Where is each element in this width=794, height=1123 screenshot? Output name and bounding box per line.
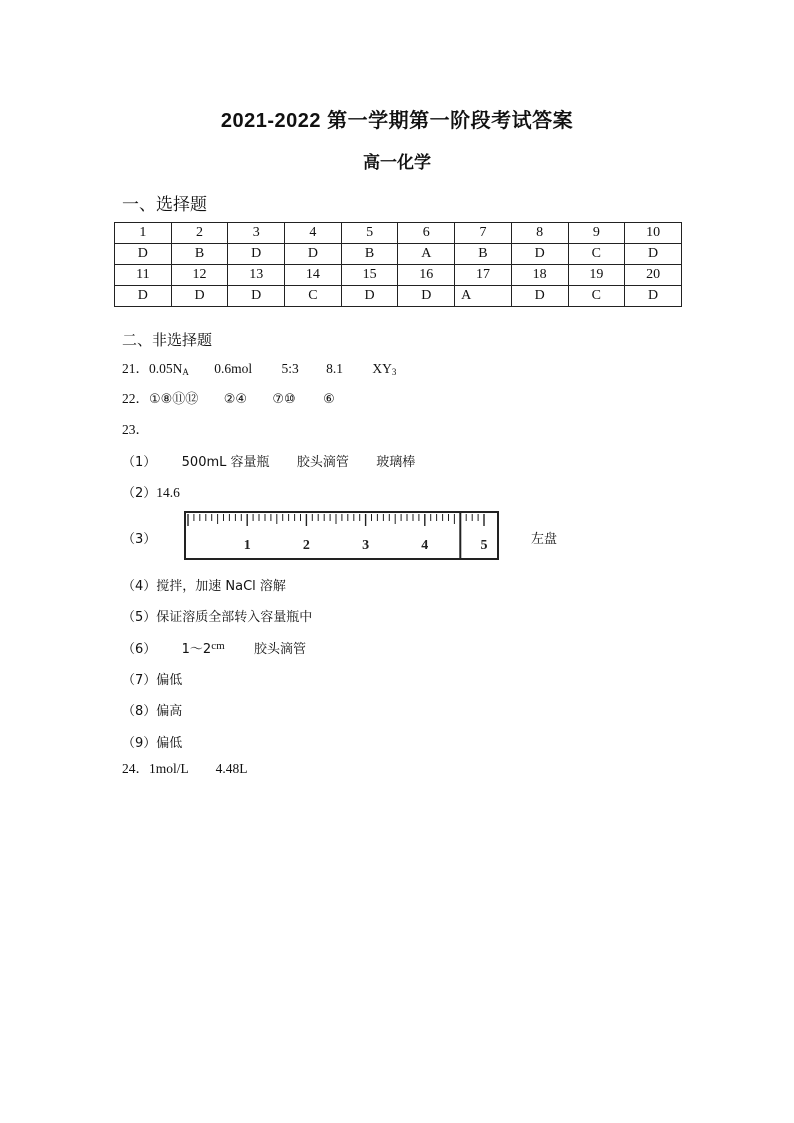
q21-answer-1: $0.05N_A$ xyxy=(149,361,189,377)
table-cell: 17 xyxy=(455,265,512,286)
q21-answer-5: $XY_3$ xyxy=(372,361,397,377)
q23-part1-answer-b: 胶头滴管 xyxy=(296,455,349,470)
page-title: 2021-2022 第一学期第一阶段考试答案 xyxy=(220,110,574,132)
q23-part2-answer: 14.6 xyxy=(156,485,180,500)
q22-answer-3: ⑦⑩ xyxy=(272,392,296,407)
q23-part6-answer-b: 胶头滴管 xyxy=(254,642,307,657)
table-cell: B xyxy=(455,244,512,265)
table-cell: 16 xyxy=(398,265,455,286)
q24-number: 24． xyxy=(122,761,149,776)
table-cell: C xyxy=(285,286,342,307)
table-cell: 18 xyxy=(511,265,568,286)
table-cell: D xyxy=(341,286,398,307)
q23-part7: （7）偏低 xyxy=(122,673,183,688)
page-subtitle: 高一化学 xyxy=(363,153,431,173)
table-cell: 8 xyxy=(511,223,568,244)
q23-part5-answer: 保证溶质全部转入容量瓶中 xyxy=(156,610,313,625)
q22-answer-4: ⑥ xyxy=(323,392,335,407)
q23-part3-answer: 左盘 xyxy=(531,532,558,547)
table-cell: A xyxy=(398,244,455,265)
ruler-label: 5 xyxy=(480,538,488,553)
table-cell: 20 xyxy=(625,265,682,286)
table-cell: D xyxy=(228,286,285,307)
table-cell: C xyxy=(568,244,625,265)
q22-answer-1: ①⑧⑪⑫ xyxy=(149,392,199,407)
table-cell: C xyxy=(568,286,625,307)
q23-part4-answer: 搅拌，加速 NaCl 溶解 xyxy=(156,579,286,594)
table-cell: B xyxy=(341,244,398,265)
table-cell: D xyxy=(398,286,455,307)
table-cell: D xyxy=(625,244,682,265)
q23-part5: （5）保证溶质全部转入容量瓶中 xyxy=(122,610,313,625)
table-cell: 4 xyxy=(285,223,342,244)
table-cell: D xyxy=(115,244,172,265)
q24-answer-1: 1mol/L xyxy=(149,761,189,776)
table-row xyxy=(115,244,682,265)
table-cell: 15 xyxy=(341,265,398,286)
q23-part6: （6） $1\sim 2^{cm}$ 胶头滴管 xyxy=(122,640,307,657)
table-cell: 6 xyxy=(398,223,455,244)
ruler-figure xyxy=(184,511,500,561)
table-cell: 14 xyxy=(285,265,342,286)
ruler-label: 1 xyxy=(243,538,251,553)
q23-part7-answer: 偏低 xyxy=(156,673,183,688)
table-row xyxy=(115,265,682,286)
q21-number: 21． xyxy=(122,361,149,376)
section-heading-choice: 一、选择题 xyxy=(122,195,207,215)
table-cell: D xyxy=(115,286,172,307)
section-heading-nonchoice: 二、非选择题 xyxy=(122,331,213,349)
table-cell: 19 xyxy=(568,265,625,286)
table-row xyxy=(115,286,682,307)
ruler-label: 2 xyxy=(302,538,310,553)
table-cell: A xyxy=(455,286,512,307)
table-cell: 12 xyxy=(171,265,228,286)
q24-answer-2: 4.48L xyxy=(215,761,248,776)
q21-answer-2: 0.6mol xyxy=(214,361,253,376)
table-cell: 1 xyxy=(115,223,172,244)
table-row xyxy=(115,223,682,244)
table-cell: D xyxy=(285,244,342,265)
table-cell: 2 xyxy=(171,223,228,244)
q23-part4: （4）搅拌，加速 NaCl 溶解 xyxy=(122,579,286,594)
q23-part9-answer: 偏低 xyxy=(156,736,183,751)
ruler-label: 3 xyxy=(362,538,370,553)
table-cell: 13 xyxy=(228,265,285,286)
q23-part8: （8）偏高 xyxy=(122,704,183,719)
q23-part1: （1） 500mL 容量瓶 胶头滴管 玻璃棒 xyxy=(122,455,416,470)
q21-answer-3: 5:3 xyxy=(281,361,299,376)
table-cell: D xyxy=(171,286,228,307)
balance-ruler xyxy=(184,511,500,566)
answer-table xyxy=(114,222,682,307)
table-cell: D xyxy=(511,286,568,307)
q23-part3-label: （3） xyxy=(122,532,157,547)
q22-number: 22． xyxy=(122,391,149,406)
table-cell: 5 xyxy=(341,223,398,244)
ruler-label: 4 xyxy=(421,538,429,553)
q22-answer-2: ②④ xyxy=(223,392,247,407)
table-cell: 9 xyxy=(568,223,625,244)
table-cell: D xyxy=(511,244,568,265)
q21-line xyxy=(122,357,396,377)
table-cell: 11 xyxy=(115,265,172,286)
q23-part1-answer-c: 玻璃棒 xyxy=(376,455,416,470)
table-cell: 10 xyxy=(625,223,682,244)
q23-part6-answer-a: $1\sim 2^{cm}$ xyxy=(181,640,225,657)
q23-part9: （9）偏低 xyxy=(122,736,183,751)
table-cell: D xyxy=(625,286,682,307)
q21-answer-4: 8.1 xyxy=(326,361,344,376)
q24-line xyxy=(122,757,248,777)
q23-number: 23． xyxy=(122,422,149,437)
q22-line xyxy=(122,387,335,407)
table-cell: 3 xyxy=(228,223,285,244)
q23-part8-answer: 偏高 xyxy=(156,704,183,719)
q23-part1-answer-a: 500mL 容量瓶 xyxy=(181,455,270,470)
table-cell: D xyxy=(228,244,285,265)
q23-part2: （2）14.6 xyxy=(122,485,180,501)
table-cell: 7 xyxy=(455,223,512,244)
table-cell: B xyxy=(171,244,228,265)
